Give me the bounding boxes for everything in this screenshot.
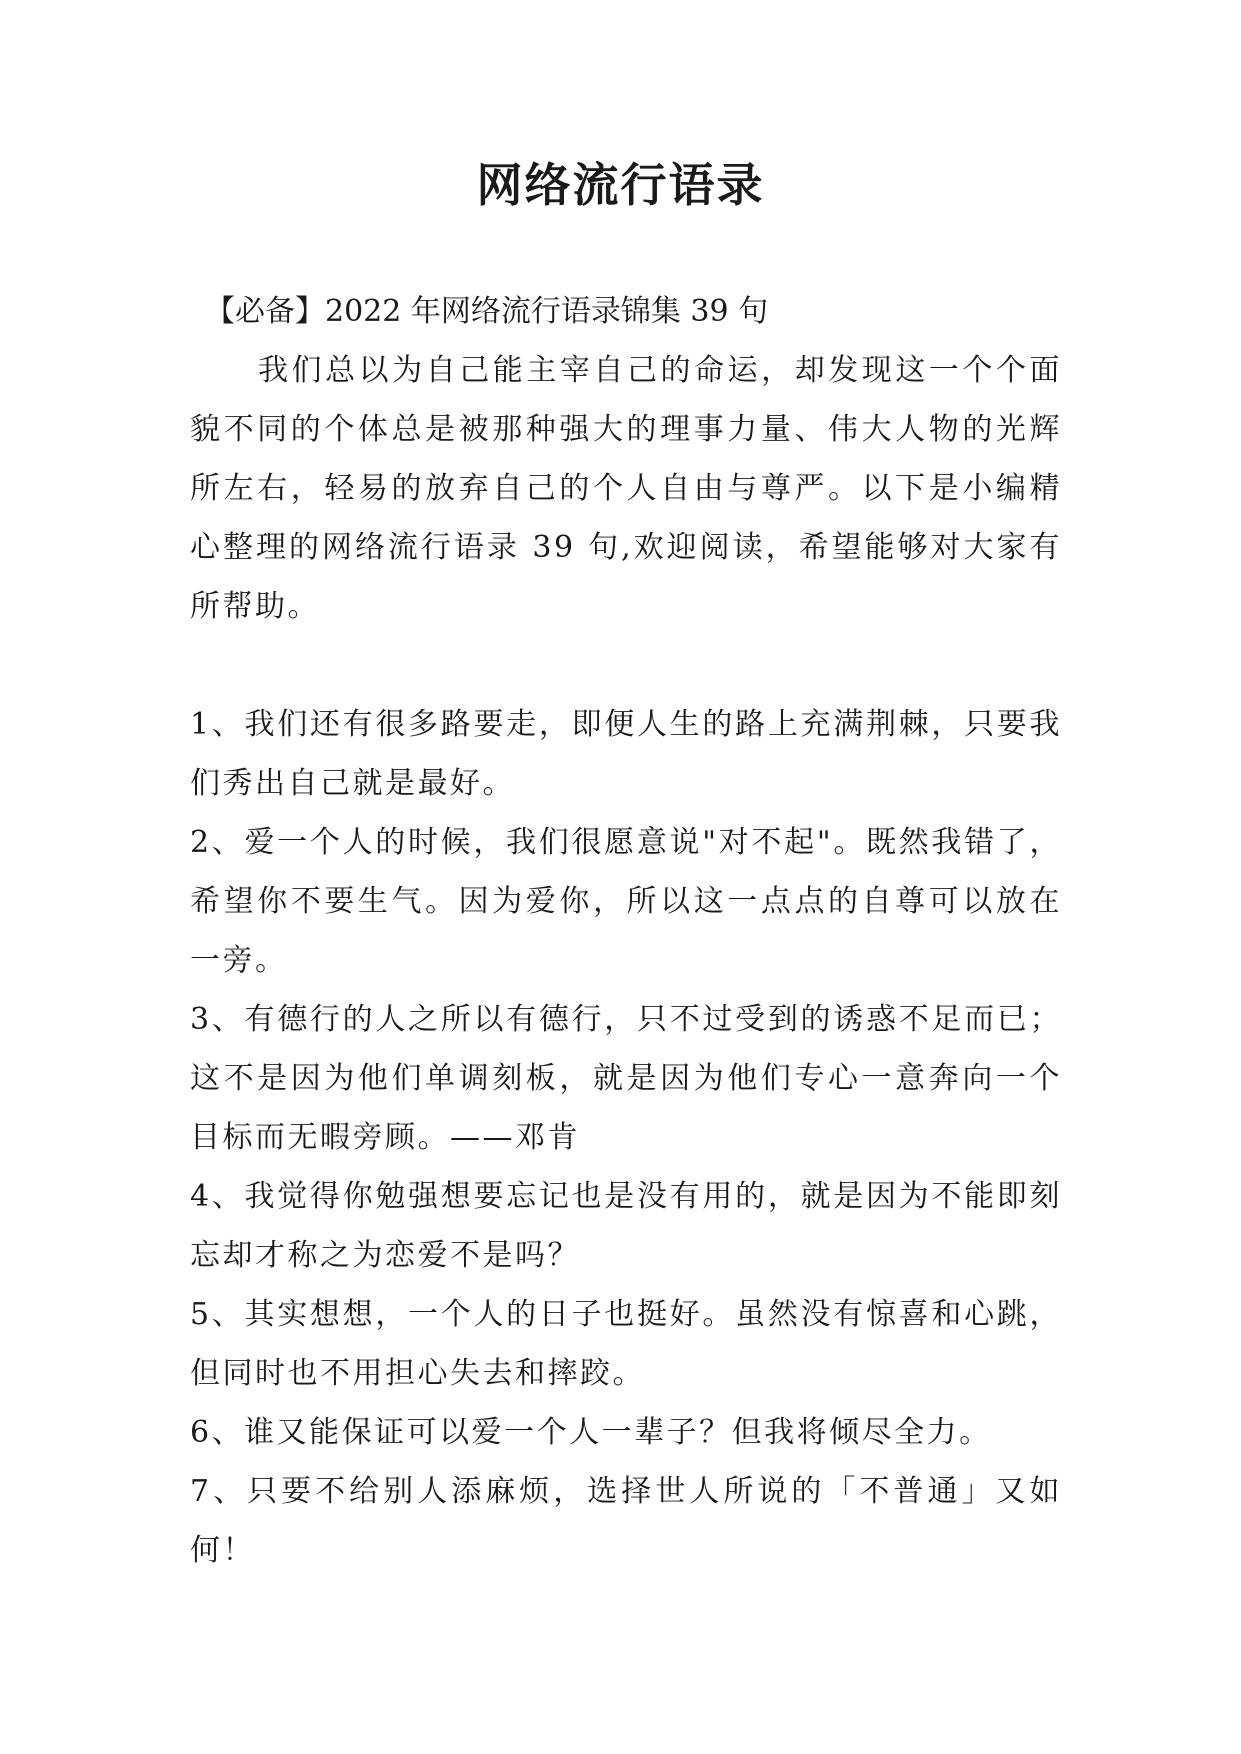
quote-item: 1、我们还有很多路要走，即便人生的路上充满荆棘，只要我们秀出自己就是最好。	[190, 707, 1062, 801]
intro-paragraph: 我们总以为自己能主宰自己的命运，却发现这一个个面貌不同的个体总是被那种强大的理事力量、伟大人物的光辉所左右，轻易的放弃自己的个人自由与尊严。以下是小编精心整理的网络流行语录 39 句,欢迎阅读，希望能够对大家有所帮助。	[190, 353, 1062, 624]
quote-item: 7、只要不给别人添麻烦，选择世人所说的「不普通」又如何！	[190, 1474, 1062, 1568]
document-body	[190, 282, 1062, 1580]
quote-item: 5、其实想想，一个人的日子也挺好。虽然没有惊喜和心跳，但同时也不用担心失去和摔跤。	[190, 1297, 1062, 1391]
document-subtitle: 【必备】2022 年网络流行语录锦集 39 句	[205, 294, 769, 329]
quote-item: 6、谁又能保证可以爱一个人一辈子？但我将倾尽全力。	[190, 1415, 992, 1450]
quote-item: 2、爱一个人的时候，我们很愿意说"对不起"。既然我错了，希望你不要生气。因为爱你，所以这一点点的自尊可以放在一旁。	[190, 825, 1062, 978]
paragraph-spacer	[190, 636, 1062, 695]
page-title: 网络流行语录	[476, 158, 765, 212]
quote-item: 3、有德行的人之所以有德行，只不过受到的诱惑不足而已；这不是因为他们单调刻板，就是因为他们专心一意奔向一个目标而无暇旁顾。——邓肯	[190, 1002, 1062, 1155]
quote-item: 4、我觉得你勉强想要忘记也是没有用的，就是因为不能即刻忘却才称之为恋爱不是吗？	[190, 1179, 1062, 1273]
